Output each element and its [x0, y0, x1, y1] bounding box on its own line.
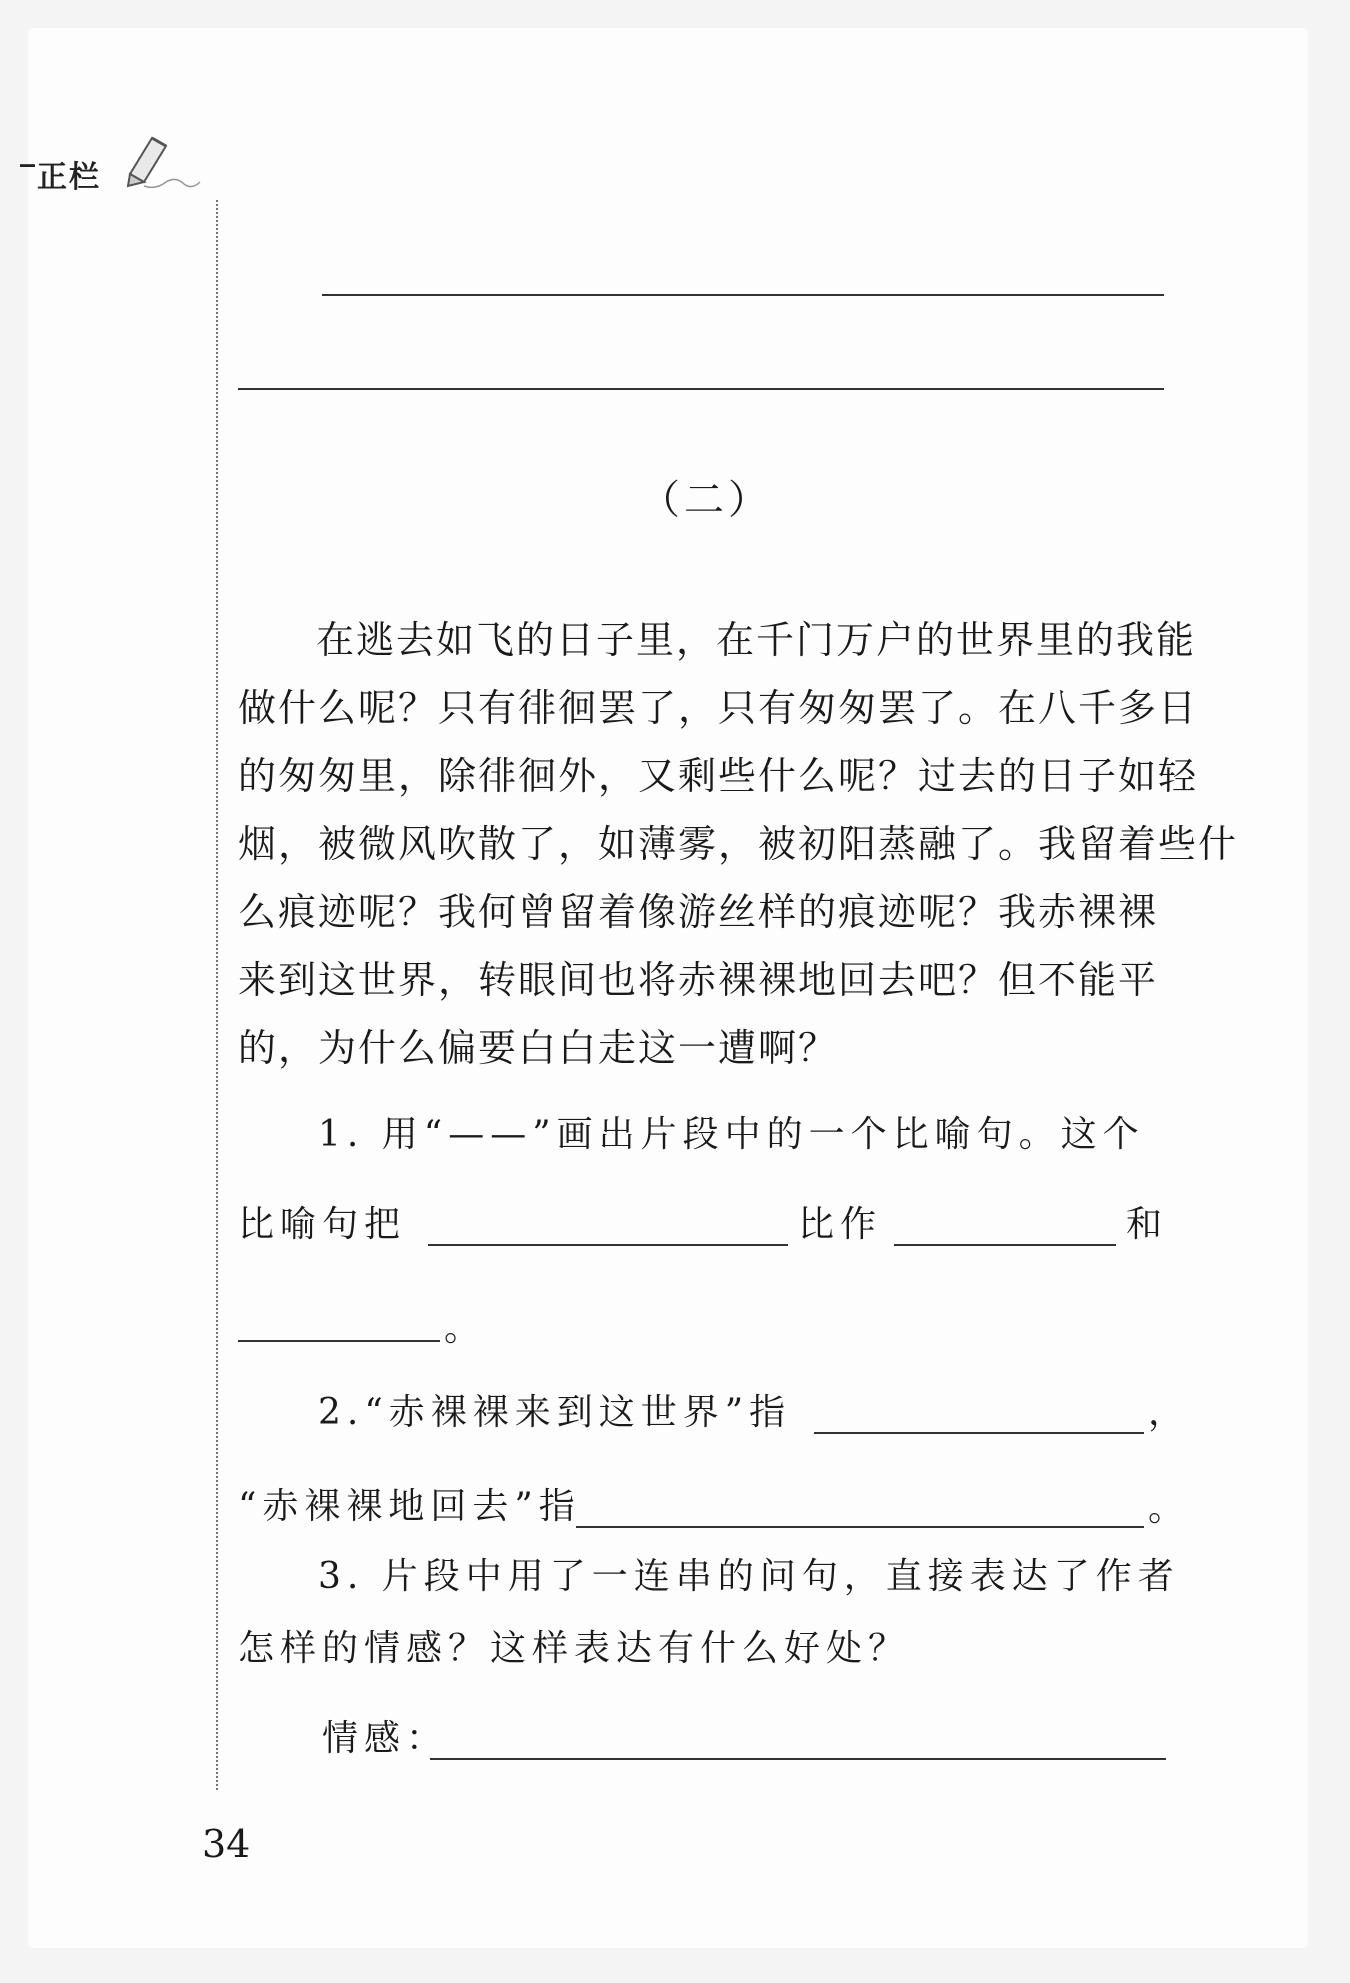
question-3-line-2: 怎样的情感？这样表达有什么好处？ [238, 1628, 911, 1669]
question-2-part-a: 2.“赤裸裸来到这世界”指 [318, 1392, 792, 1433]
passage-line: 来到这世界，转眼间也将赤裸裸地回去吧？但不能平 [238, 958, 1159, 1002]
question-2-end: 。 [1148, 1488, 1191, 1529]
passage-line: 烟，被微风吹散了，如薄雾，被初阳蒸融了。我留着些什 [238, 822, 1239, 866]
question-1-part-b: 比作 [798, 1204, 883, 1245]
header-leading-glyph: ‾ [20, 160, 37, 195]
question-2-part-b: “赤裸裸地回去”指 [238, 1486, 581, 1527]
q2-blank-return[interactable] [576, 1526, 1144, 1528]
question-1-part-c: 和 [1126, 1204, 1169, 1245]
passage-line: 的匆匆里，除徘徊外，又剩些什么呢？过去的日子如轻 [238, 754, 1199, 798]
q2-blank-arrive[interactable] [814, 1432, 1144, 1434]
reading-passage [238, 606, 1239, 1082]
q1-blank-vehicle-2[interactable] [238, 1340, 440, 1342]
correction-column-label [20, 152, 101, 196]
pencil-icon [122, 130, 202, 190]
question-3-line-1: 3. 片段中用了一连串的问句，直接表达了作者 [318, 1556, 1180, 1597]
page-number: 34 [202, 1822, 251, 1866]
question-1-part-a: 比喻句把 [238, 1204, 407, 1245]
margin-dotted-line [216, 200, 218, 1790]
passage-line: 在逃去如飞的日子里，在千门万户的世界里的我能 [316, 618, 1197, 662]
passage-line: 做什么呢？只有徘徊罢了，只有匆匆罢了。在八千多日 [238, 686, 1199, 730]
question-1-end: 。 [444, 1308, 487, 1349]
q1-blank-tenor[interactable] [428, 1244, 788, 1246]
passage-line: 的，为什么偏要白白走这一遭啊？ [238, 1026, 839, 1070]
q3-blank-emotion[interactable] [430, 1758, 1166, 1760]
answer-line-2[interactable] [238, 388, 1164, 390]
answer-line-1[interactable] [322, 294, 1164, 296]
header-label-text: 正栏 [37, 160, 101, 195]
section-title: （二） [640, 477, 772, 523]
q1-blank-vehicle-1[interactable] [894, 1244, 1116, 1246]
passage-line: 么痕迹呢？我何曾留着像游丝样的痕迹呢？我赤裸裸 [238, 890, 1159, 934]
emotion-label: 情感： [322, 1718, 449, 1759]
question-2-comma: ， [1148, 1392, 1191, 1433]
question-1-line-1: 1. 用“——”画出片段中的一个比喻句。这个 [318, 1114, 1145, 1155]
